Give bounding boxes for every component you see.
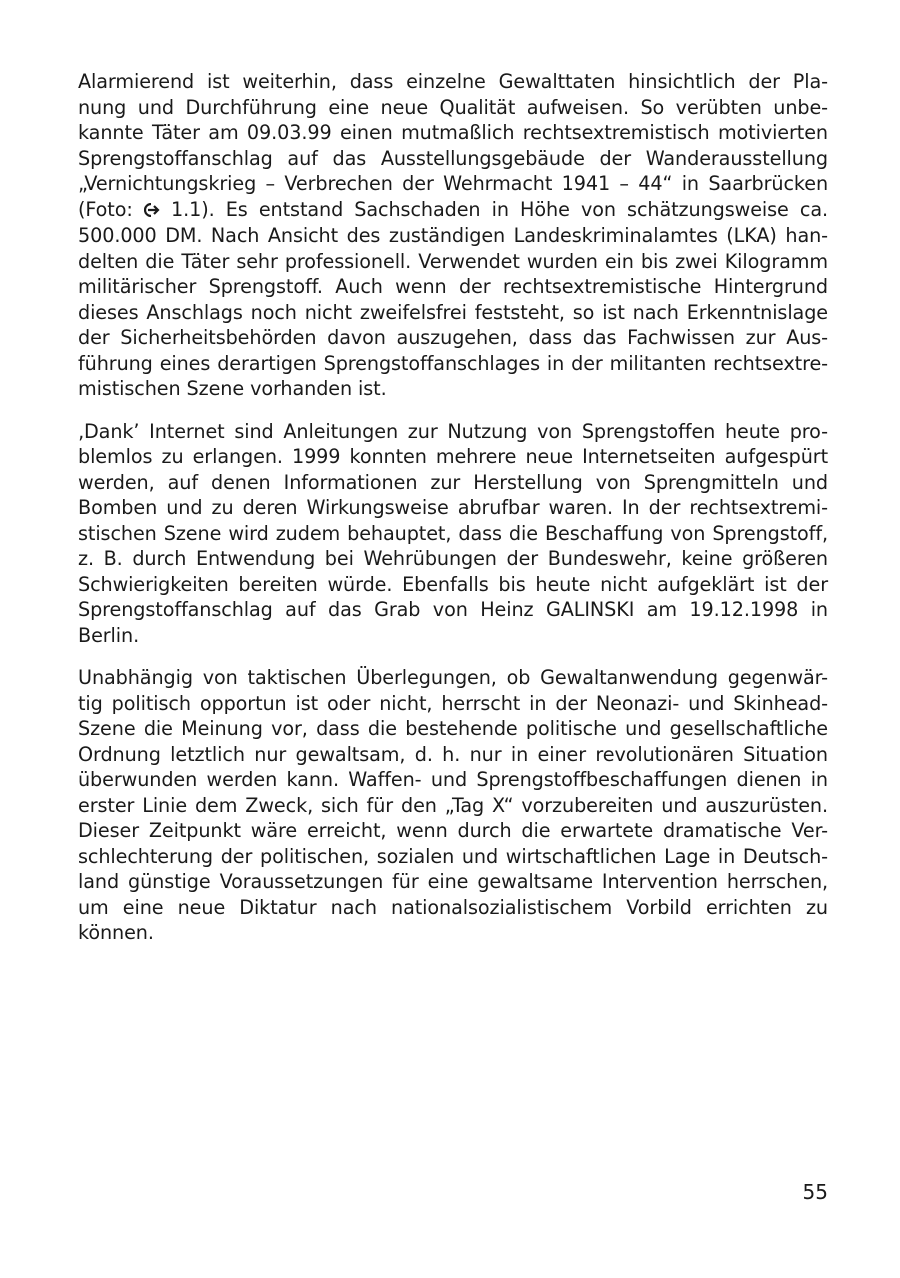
text-line: führung eines derartigen Sprengstoffanschlages in der militanten rechtsextre- bbox=[78, 351, 828, 375]
text-line-with-reference bbox=[78, 197, 828, 224]
text-line: delten die Täter sehr professionell. Verwendet wurden ein bis zwei Kilogramm bbox=[78, 249, 828, 273]
text-line: blemlos zu erlangen. 1999 konnten mehrere neue Internetseiten aufgespürt bbox=[78, 445, 828, 468]
text-line: stischen Szene wird zudem behauptet, dass die Beschaffung von Sprengstoff, bbox=[78, 521, 828, 545]
text-line: Schwierigkeiten bereiten würde. Ebenfalls bis heute nicht aufgeklärt ist der bbox=[78, 572, 828, 596]
text-line: land günstige Voraussetzungen für eine gewaltsame Intervention herrschen, bbox=[78, 870, 828, 893]
text-line: Sprengstoffanschlag auf das Ausstellungsgebäude der Wanderausstellung bbox=[78, 146, 828, 170]
text-line-rest: 1.1). Es entstand Sachschaden in Höhe von schätzungsweise ca. bbox=[171, 197, 828, 221]
text-line: Sprengstoffanschlag auf das Grab von Heinz GALINSKI am 19.12.1998 in bbox=[78, 598, 828, 621]
text-line: mistischen Szene vorhanden ist. bbox=[78, 377, 387, 400]
text-line: Berlin. bbox=[78, 623, 140, 647]
text-line: Alarmierend ist weiterhin, dass einzelne Gewalttaten hinsichtlich der Pla- bbox=[78, 70, 828, 93]
document-page bbox=[78, 69, 828, 963]
text-line: erster Linie dem Zweck, sich für den „Tag X“ vorzubereiten und auszurüsten. bbox=[78, 793, 828, 817]
text-line: „Vernichtungskrieg – Verbrechen der Wehrmacht 1941 – 44“ in Saarbrücken bbox=[78, 172, 828, 195]
text-line: werden, auf denen Informationen zur Herstellung von Sprengmitteln und bbox=[78, 470, 828, 494]
text-line: überwunden werden kann. Waffen- und Sprengstoffbeschaffungen dienen in bbox=[78, 768, 828, 791]
text-line: ‚Dank’ Internet sind Anleitungen zur Nutzung von Sprengstoffen heute pro- bbox=[78, 419, 828, 443]
text-line: kannte Täter am 09.03.99 einen mutmaßlich rechtsextremistisch motivierten bbox=[78, 121, 828, 144]
photo-reference-prefix: (Foto: bbox=[78, 197, 133, 221]
text-line: Unabhängig von taktischen Überlegungen, ob Gewaltanwendung gegenwär- bbox=[78, 666, 828, 689]
arrow-right-circle-icon bbox=[144, 198, 160, 224]
text-line: können. bbox=[78, 921, 154, 944]
text-line: militärischer Sprengstoff. Auch wenn der rechtsextremistische Hintergrund bbox=[78, 275, 828, 298]
text-line: Bomben und zu deren Wirkungsweise abrufbar waren. In der rechtsextremi- bbox=[78, 496, 828, 519]
paragraph-2 bbox=[78, 419, 828, 649]
text-line: um eine neue Diktatur nach nationalsozialistischem Vorbild errichten zu bbox=[78, 895, 828, 919]
text-line: 500.000 DM. Nach Ansicht des zuständigen Landeskriminalamtes (LKA) han- bbox=[78, 224, 828, 247]
text-line: Ordnung letztlich nur gewaltsam, d. h. nur in einer revolutionären Situation bbox=[78, 742, 828, 766]
text-line: dieses Anschlags noch nicht zweifelsfrei feststeht, so ist nach Erkenntnislage bbox=[78, 300, 828, 324]
text-line: schlechterung der politischen, sozialen und wirtschaftlichen Lage in Deutsch- bbox=[78, 844, 828, 868]
text-line: z. B. durch Entwendung bei Wehrübungen der Bundeswehr, keine größeren bbox=[78, 547, 828, 570]
paragraph-1 bbox=[78, 69, 828, 402]
text-line: der Sicherheitsbehörden davon auszugehen, dass das Fachwissen zur Aus- bbox=[78, 326, 828, 349]
text-line: Dieser Zeitpunkt wäre erreicht, wenn durch die erwartete dramatische Ver- bbox=[78, 819, 828, 842]
paragraph-3 bbox=[78, 665, 828, 946]
text-line: tig politisch opportun ist oder nicht, herrscht in der Neonazi- und Skinhead- bbox=[78, 691, 828, 715]
text-line: nung und Durchführung eine neue Qualität aufweisen. So verübten unbe- bbox=[78, 95, 828, 119]
text-line: Szene die Meinung vor, dass die bestehende politische und gesellschaftliche bbox=[78, 717, 828, 740]
page-number: 55 bbox=[802, 1180, 828, 1204]
